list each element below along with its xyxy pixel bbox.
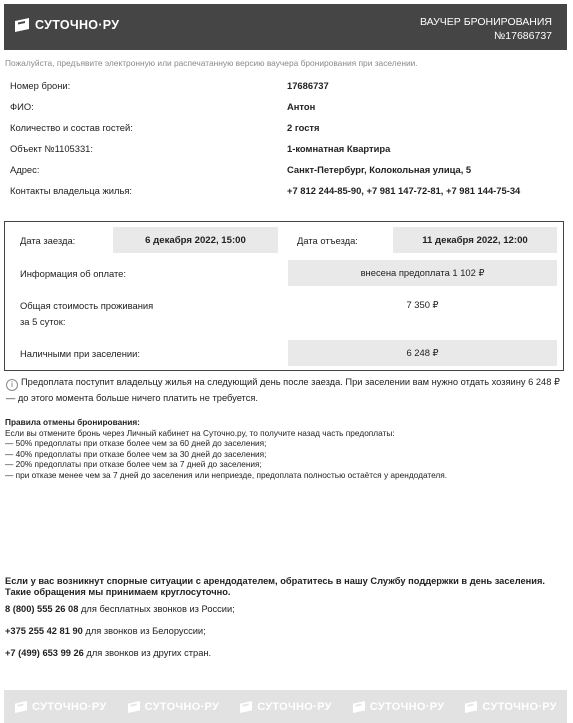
- info-label: ФИО:: [10, 101, 34, 112]
- info-row-guests: [10, 122, 560, 134]
- total-label-line1: Общая стоимость проживания: [20, 300, 154, 311]
- phone-row-belarus: [5, 625, 560, 638]
- checkout-label: Дата отъезда:: [297, 235, 358, 246]
- checkin-label: Дата заезда:: [20, 235, 76, 246]
- total-label: [20, 299, 153, 328]
- rules-line: Если вы отмените бронь через Личный кабинет на Суточно.ру, то получите назад часть предоплаты:: [5, 427, 395, 438]
- present-voucher-note: Пожалуйста, предъявите электронную или распечатанную версию ваучера бронирования при заселении.: [5, 58, 418, 68]
- cancellation-rules-title: Правила отмены бронирования:: [5, 417, 140, 427]
- cash-label: Наличными при заселении:: [20, 348, 140, 359]
- logo-mark-icon: [352, 701, 366, 713]
- info-value: Санкт-Петербург, Колокольная улица, 5: [287, 164, 472, 175]
- info-row-object: [10, 143, 560, 155]
- footer-logo-text: СУТОЧНО·РУ: [369, 700, 445, 713]
- total-label-line2: за 5 суток:: [20, 316, 66, 327]
- phone-desc: для звонков из Белоруссии;: [82, 626, 206, 636]
- info-label: Адрес:: [10, 164, 40, 175]
- checkout-date: 11 декабря 2022, 12:00: [393, 227, 557, 253]
- support-text: Если у вас возникнут спорные ситуации с арендодателем, обратитесь в нашу Службу поддержки в день заселения. Такие обращения мы принимаем круглосуточно.: [5, 576, 545, 597]
- logo-mark-icon: [14, 18, 30, 32]
- info-value: Антон: [287, 101, 316, 112]
- footer-logo: [352, 701, 445, 713]
- footer-logo-text: СУТОЧНО·РУ: [32, 700, 107, 713]
- footer-logo: [14, 701, 107, 713]
- phone-link[interactable]: 8 (800) 555 26 08: [5, 604, 79, 614]
- payment-label: Информация об оплате:: [20, 268, 126, 279]
- info-label: Объект №1105331:: [10, 143, 93, 154]
- rules-line: — при отказе менее чем за 7 дней до заселения или неприезде, предоплата полностью остаётся у арендодателя.: [5, 469, 448, 480]
- rules-line: — 20% предоплаты при отказе более чем за 7 дней до заселения;: [5, 459, 262, 469]
- support-section: [5, 576, 560, 669]
- info-value: 17686737: [287, 80, 329, 91]
- footer-logo: [127, 701, 220, 713]
- info-value: 2 гостя: [287, 122, 320, 133]
- stay-details-box: [4, 221, 564, 371]
- footer-logo-strip: [4, 690, 567, 723]
- prepayment-note-text: Предоплата поступит владельцу жилья на следующий день после заезда. При заселении вам нужно отдать хозяину 6 248 ₽ — до этого момента больше ничего платить не требуется.: [6, 377, 560, 403]
- header-bar: [4, 4, 567, 50]
- info-label: Контакты владельца жилья:: [10, 185, 133, 196]
- footer-logo-text: СУТОЧНО·РУ: [482, 700, 557, 713]
- owner-phones[interactable]: +7 812 244-85-90, +7 981 147-72-81, +7 981 144-75-34: [287, 185, 521, 196]
- cancellation-rules: [5, 417, 447, 480]
- info-value: 1-комнатная Квартира: [287, 143, 391, 154]
- phone-desc: для бесплатных звонков из России;: [78, 604, 235, 614]
- info-row-name: [10, 101, 560, 113]
- footer-logo-text: СУТОЧНО·РУ: [257, 700, 332, 713]
- info-row-address: [10, 164, 560, 176]
- phone-link[interactable]: +375 255 42 81 90: [5, 626, 83, 636]
- info-label: Номер брони:: [10, 80, 71, 91]
- logo-mark-icon: [14, 701, 28, 713]
- info-label: Количество и состав гостей:: [10, 122, 133, 133]
- voucher-number: №17686737: [494, 30, 552, 42]
- footer-logo-text: СУТОЧНО·РУ: [144, 700, 220, 713]
- brand-logo[interactable]: [14, 18, 119, 32]
- info-row-booking-number: [10, 80, 560, 92]
- booking-info: [10, 80, 560, 206]
- total-cost: 7 350 ₽: [406, 299, 439, 310]
- footer-logo: [464, 701, 557, 713]
- phone-link[interactable]: +7 (499) 653 99 26: [5, 648, 84, 658]
- voucher-title-text: ВАУЧЕР БРОНИРОВАНИЯ: [419, 16, 552, 28]
- payment-status: внесена предоплата 1 102 ₽: [288, 260, 557, 286]
- logo-text: СУТОЧНО·РУ: [35, 18, 120, 32]
- phone-desc: для звонков из других стран.: [83, 648, 212, 658]
- voucher-title: [420, 15, 552, 43]
- phone-row-other: [5, 647, 560, 660]
- info-row-owner-contacts: [10, 185, 560, 197]
- footer-logo: [239, 701, 332, 713]
- cash-amount: 6 248 ₽: [288, 340, 557, 366]
- checkin-date: 6 декабря 2022, 15:00: [113, 227, 278, 253]
- rules-line: — 40% предоплаты при отказе более чем за 30 дней до заселения;: [5, 448, 267, 459]
- logo-mark-icon: [464, 701, 478, 713]
- logo-mark-icon: [127, 701, 141, 713]
- logo-mark-icon: [239, 701, 253, 713]
- phone-row-russia: [5, 603, 560, 616]
- prepayment-note: [6, 375, 561, 406]
- rules-line: — 50% предоплаты при отказе более чем за 60 дней до заселения;: [5, 438, 267, 448]
- info-icon: i: [6, 379, 18, 391]
